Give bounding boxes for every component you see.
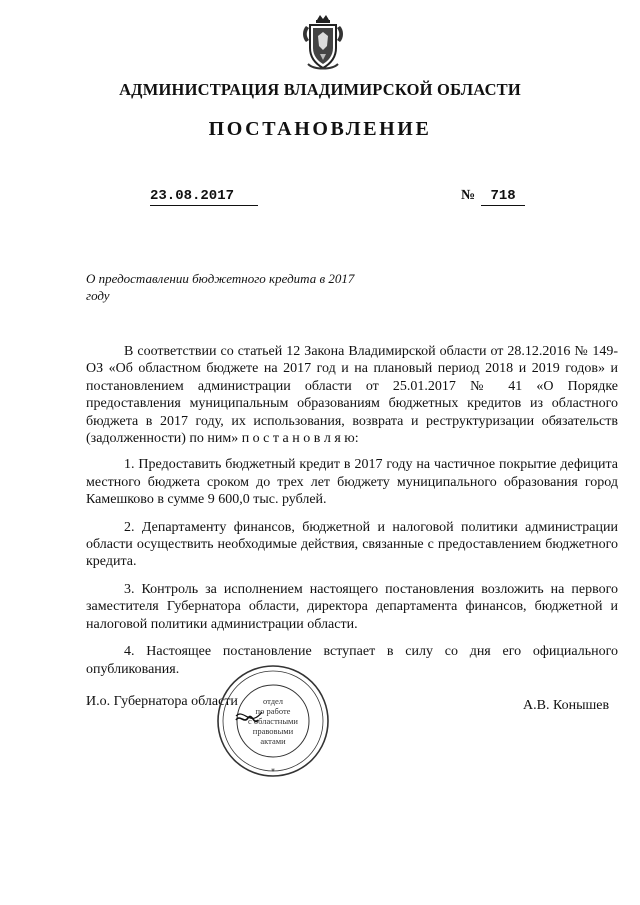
document-number-block [461, 188, 525, 206]
stamp-line: отдел [262, 696, 284, 706]
coat-of-arms-icon [300, 14, 346, 72]
svg-text:*: * [271, 767, 275, 776]
clause-2: 2. Департаменту финансов, бюджетной и налоговой политики администрации области осуществить необходимые действия, связанные с предоставлением бюджетного кредита. [86, 519, 618, 570]
number-label: № [461, 188, 476, 203]
document-body [86, 343, 618, 688]
document-date: 23.08.2017 [150, 188, 258, 206]
stamp-line: по работе [255, 706, 291, 716]
stamp-line: с областными [248, 716, 298, 726]
stamp-line: правовыми [252, 726, 294, 736]
organization-name: АДМИНИСТРАЦИЯ ВЛАДИМИРСКОЙ ОБЛАСТИ [119, 80, 521, 99]
document-subject: О предоставлении бюджетного кредита в 2017 году [86, 271, 355, 303]
stamp-center-text [244, 696, 302, 746]
clause-3: 3. Контроль за исполнением настоящего постановления возложить на первого заместителя Губернатора области, директора департамента финансов, бюджетной и налоговой политики администрации области. [86, 581, 618, 632]
clause-1: 1. Предоставить бюджетный кредит в 2017 году на частичное покрытие дефицита местного бюджета сроком до трех лет бюджету муниципального образования город Камешково в сумме 9 600,0 тыс. рублей. [86, 457, 618, 508]
clause-4: 4. Настоящее постановление вступает в силу со дня его официального опубликования. [86, 644, 618, 677]
stamp-line: актами [260, 736, 286, 746]
signatory-title: И.о. Губернатора области [86, 694, 238, 709]
document-type: ПОСТАНОВЛЕНИЕ [208, 118, 432, 140]
document-number: 718 [481, 188, 525, 206]
signatory-name: А.В. Конышев [523, 698, 610, 713]
intro-paragraph: В соответствии со статьей 12 Закона Владимирской области от 28.12.2016 № 149-ОЗ «Об областном бюджете на 2017 год и на плановый период 2018 и 2019 годов» и постановлением администрации области от 25.01.2017 № 41 «О Порядке предоставления муниципальным образованиям бюджетных кредитов из областного бюджета в 2017 году, их использования, возврата и реструктуризации обязательств (задолженности) по ним» п о с т а н о в л я ю: [86, 344, 618, 447]
